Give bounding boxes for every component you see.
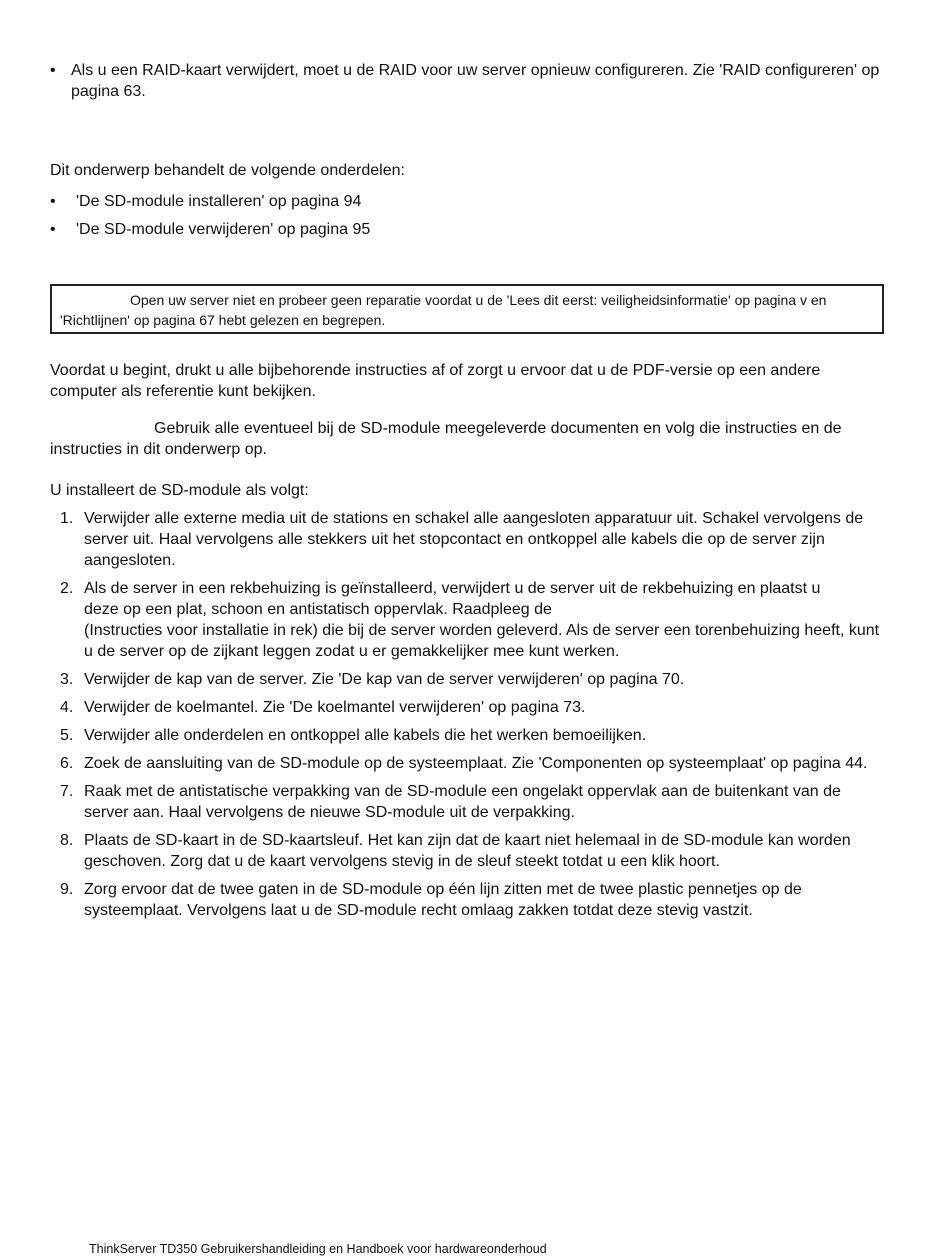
bullet-icon: • [50,221,56,238]
topic-link-remove[interactable] [50,219,890,240]
step-number: 6. [60,755,74,772]
step-text: Zoek de aansluiting van de SD-module op de systeemplaat. Zie 'Componenten op systeemplaat' op pagina 44. [84,755,868,772]
step-item [50,830,885,872]
step-text: Plaats de SD-kaart in de SD-kaartsleuf. Het kan zijn dat de kaart niet helemaal in de SD-module kan worden geschoven. Zorg dat u de kaart vervolgens stevig in de sleuf steekt totdat u een klik hoort. [84,832,851,870]
step-text: Verwijder alle onderdelen en ontkoppel alle kabels die het werken bemoeilijken. [84,727,647,744]
procedure-steps [50,508,885,928]
topic-link-label[interactable]: 'De SD-module installeren' op pagina 94 [76,193,362,210]
step-text: Als de server in een rekbehuizing is geïnstalleerd, verwijdert u de server uit de rekbehuizing en plaatst u deze op een plat, schoon en antistatisch oppervlak. Raadpleeg de [84,580,821,618]
step-text-continued: (Instructies voor installatie in rek) die bij de server worden geleverd. Als de server een torenbehuizing heeft, kunt u de server op de zijkant leggen zodat u er gemakkelijker mee kunt werken. [84,622,880,660]
step-number: 4. [60,699,74,716]
page-footer: ThinkServer TD350 Gebruikershandleiding en Handboek voor hardwareonderhoud [89,1242,547,1256]
bullet-icon: • [50,62,56,79]
step-number: 3. [60,671,74,688]
step-item [50,508,885,571]
step-item [50,753,885,774]
procedure-intro: U installeert de SD-module als volgt: [50,482,309,499]
safety-notice-box [50,284,884,334]
bullet-icon: • [50,193,56,210]
step-number: 1. [60,510,74,527]
step-item [50,781,885,823]
raid-bullet [50,60,890,102]
topic-link-label[interactable]: 'De SD-module verwijderen' op pagina 95 [76,221,371,238]
note-text: Gebruik alle eventueel bij de SD-module meegeleverde documenten en volg die instructies en de instructies in dit onderwerp op. [50,420,842,458]
step-number: 5. [60,727,74,744]
step-item [50,725,885,746]
step-number: 8. [60,832,74,849]
step-text: Zorg ervoor dat de twee gaten in de SD-module op één lijn zitten met de twee plastic pennetjes op de systeemplaat. Vervolgens laat u de SD-module recht omlaag zakken totdat deze stevig vastzit. [84,881,802,919]
before-start-text: Voordat u begint, drukt u alle bijbehorende instructies af of zorgt u ervoor dat u de PDF-versie op een andere computer als referentie kunt bekijken. [50,362,821,400]
step-item [50,879,885,921]
step-item [50,578,885,662]
step-number: 7. [60,783,74,800]
step-text: Verwijder alle externe media uit de stations en schakel alle aangesloten apparatuur uit. Schakel vervolgens de server uit. Haal vervolgens alle stekkers uit het stopcontact en ontkoppel alle kabels die op de server zijn aangesloten. [84,510,864,569]
step-text: Raak met de antistatische verpakking van de SD-module een ongelakt oppervlak aan de buitenkant van de server aan. Haal vervolgens de nieuwe SD-module uit de verpakking. [84,783,841,821]
step-text: Verwijder de koelmantel. Zie 'De koelmantel verwijderen' op pagina 73. [84,699,586,716]
step-item [50,697,885,718]
topics-intro: Dit onderwerp behandelt de volgende onderdelen: [50,162,405,179]
step-item [50,669,885,690]
topic-link-install[interactable] [50,191,890,212]
note-paragraph [50,418,885,460]
step-number: 9. [60,881,74,898]
step-number: 2. [60,580,74,597]
safety-notice-text: Open uw server niet en probeer geen reparatie voordat u de 'Lees dit eerst: veiligheidsinformatie' op pagina v en 'Richtlijnen' op pagina 67 hebt gelezen en begrepen. [60,292,827,328]
raid-bullet-text: Als u een RAID-kaart verwijdert, moet u de RAID voor uw server opnieuw configureren. Zie 'RAID configureren' op pagina 63. [71,62,880,100]
step-text: Verwijder de kap van de server. Zie 'De kap van de server verwijderen' op pagina 70. [84,671,685,688]
